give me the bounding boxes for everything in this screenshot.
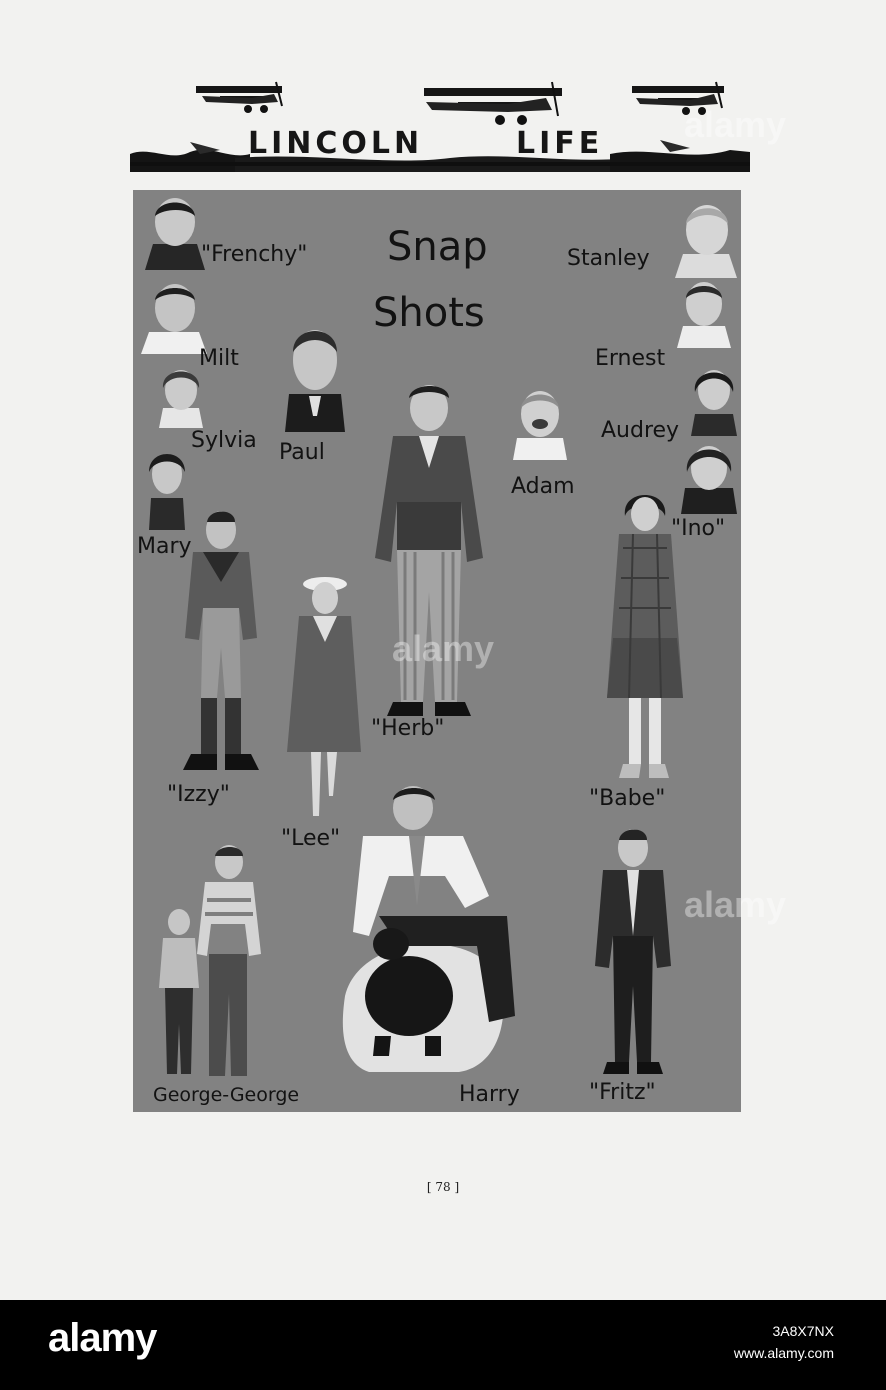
watermark: alamy bbox=[392, 628, 495, 669]
page-header bbox=[130, 70, 750, 170]
label-stanley: Stanley bbox=[567, 246, 650, 271]
watermark: alamy bbox=[684, 884, 787, 925]
label-izzy: "Izzy" bbox=[167, 782, 230, 807]
label-babe: "Babe" bbox=[589, 786, 666, 811]
collage-title-line2: Shots bbox=[373, 290, 485, 336]
footer-image-id: 3A8X7NX bbox=[772, 1323, 834, 1339]
figure-fritz bbox=[591, 826, 675, 1080]
collage-title-line1: Snap bbox=[387, 224, 488, 270]
portrait-milt bbox=[139, 278, 209, 354]
portrait-audrey bbox=[689, 360, 739, 436]
label-lee: "Lee" bbox=[281, 826, 341, 851]
label-adam: Adam bbox=[511, 474, 575, 499]
figure-babe bbox=[603, 488, 687, 788]
figure-izzy bbox=[173, 508, 269, 778]
portrait-frenchy bbox=[143, 192, 207, 270]
label-sylvia: Sylvia bbox=[191, 428, 257, 453]
portrait-sylvia bbox=[157, 362, 205, 428]
airplane-icon bbox=[418, 78, 568, 128]
portrait-stanley bbox=[673, 198, 739, 278]
page-number: [ 78 ] bbox=[426, 1180, 460, 1194]
label-mary: Mary bbox=[137, 534, 192, 559]
figure-harry-with-dog bbox=[339, 786, 515, 1076]
footer-site: www.alamy.com bbox=[733, 1345, 834, 1361]
portrait-paul bbox=[283, 316, 347, 432]
label-ino: "Ino" bbox=[671, 516, 726, 541]
label-audrey: Audrey bbox=[601, 418, 680, 443]
label-ernest: Ernest bbox=[595, 346, 666, 371]
header-title-life: LIFE bbox=[516, 126, 604, 161]
portrait-ino bbox=[679, 438, 739, 514]
label-harry: Harry bbox=[459, 1082, 520, 1107]
portrait-adam bbox=[511, 384, 569, 460]
label-frenchy: "Frenchy" bbox=[201, 242, 308, 267]
label-fritz: "Fritz" bbox=[589, 1080, 656, 1105]
label-george-george: George-George bbox=[153, 1084, 300, 1106]
wave-decoration bbox=[130, 132, 750, 172]
airplane-icon bbox=[192, 76, 288, 116]
footer-logo: alamy bbox=[48, 1316, 157, 1360]
header-title-lincoln: LINCOLN bbox=[248, 126, 424, 161]
watermark: alamy bbox=[684, 104, 787, 145]
portrait-ernest bbox=[675, 276, 733, 348]
footer-image-info bbox=[734, 1320, 834, 1364]
label-milt: Milt bbox=[199, 346, 239, 371]
label-paul: Paul bbox=[279, 440, 325, 465]
figure-george-george bbox=[151, 844, 265, 1080]
label-herb: "Herb" bbox=[371, 716, 445, 741]
